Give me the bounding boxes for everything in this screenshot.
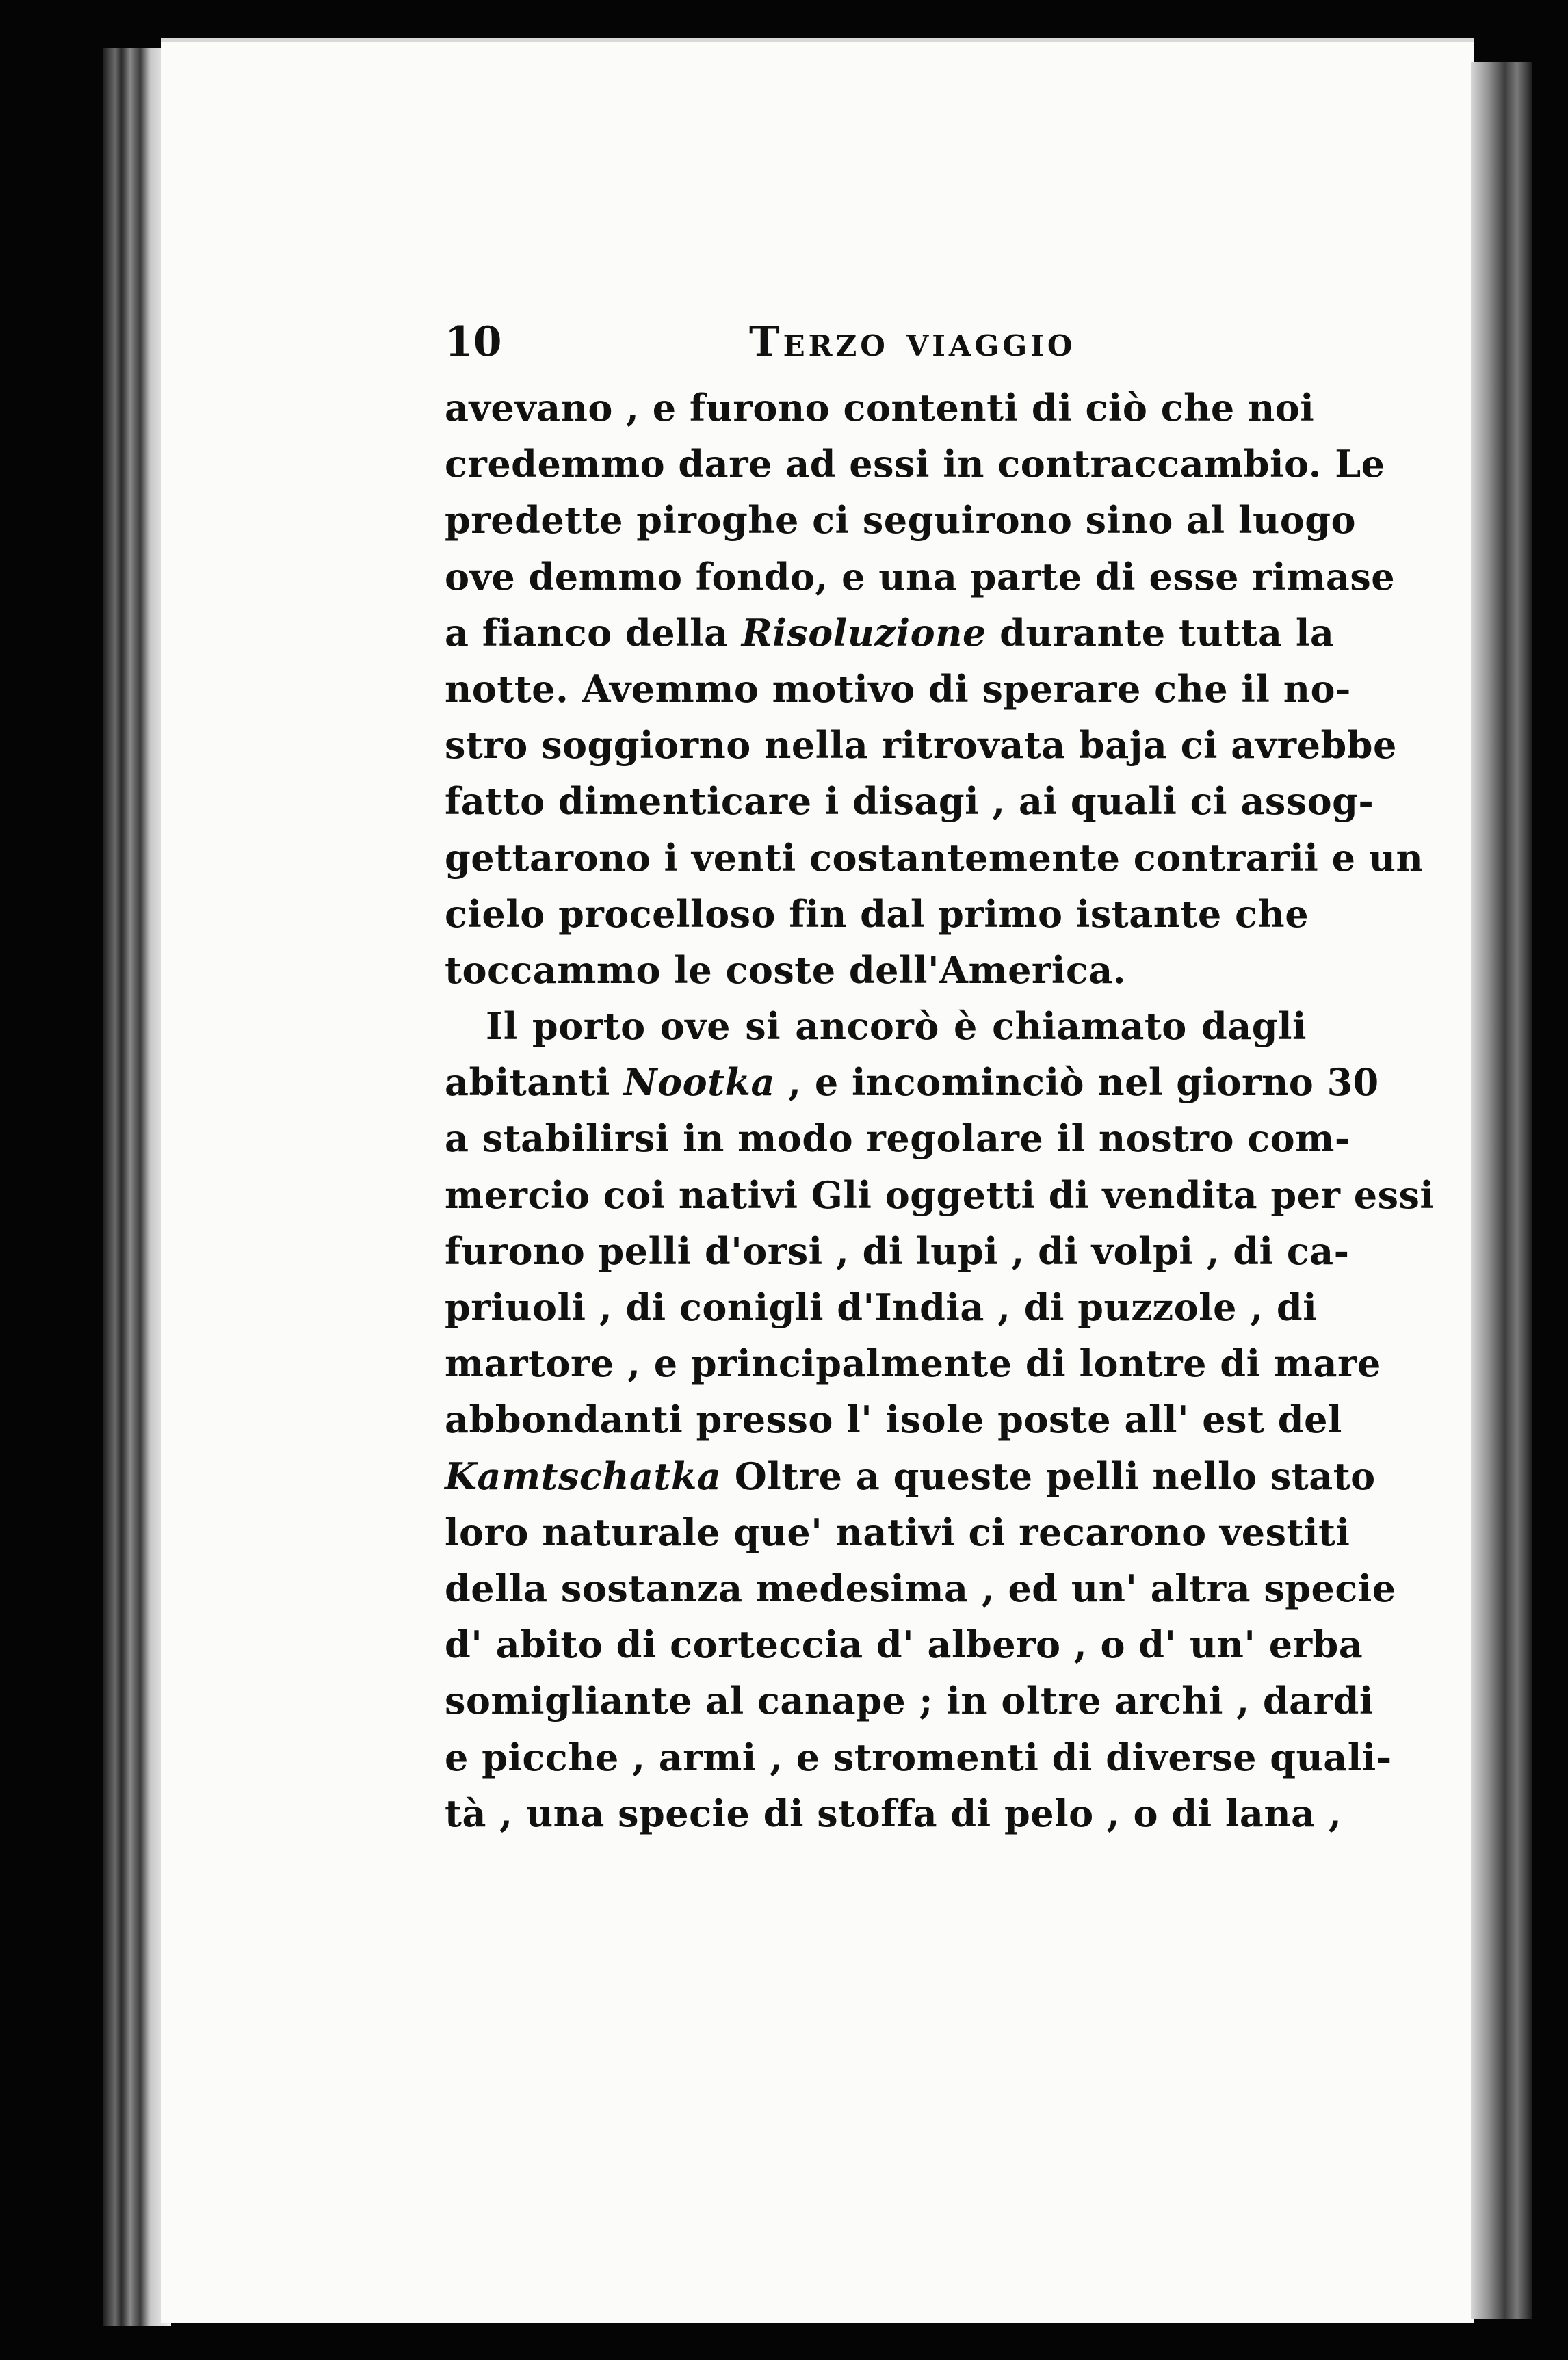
text-run: abbondanti presso l' isole poste all' est del [445,1398,1342,1442]
text-run: toccammo le coste dell'America. [445,947,1127,992]
text-line [445,1504,1350,1560]
text-run: priuoli , di conigli d'India , di puzzole , di [445,1285,1318,1329]
text-line [445,1785,1342,1841]
page-number: 10 [445,318,502,366]
text-run: e picche , armi , e stromenti di diverse quali- [445,1735,1392,1779]
text-line [445,1279,1318,1335]
text-run: gettarono i venti costantemente contrarii e un [445,835,1424,880]
text-run: fatto dimenticare i disagi , ai quali ci assog- [445,779,1374,824]
text-run: abitanti [445,1060,624,1105]
text-line [445,942,1307,998]
text-run: loro naturale que' nativi ci recarono vestiti [445,1510,1350,1554]
text-line [445,1391,1342,1447]
text-line [445,1110,1350,1166]
text-run: della sostanza medesima , ed un' altra specie [445,1566,1396,1610]
text-line [445,717,1397,773]
text-line [445,492,1357,548]
body-text [445,380,1435,1841]
italic-term: Risoluzione [741,610,986,655]
running-title: Terzo viaggio [749,318,1076,366]
text-run: mercio coi nativi Gli oggetti di vendita per essi [445,1172,1435,1217]
text-run: tà , una specie di stoffa di pelo , o di lana , [445,1791,1342,1835]
text-run: ove demmo fondo, e una parte di esse rimase [445,554,1396,599]
text-line [445,1616,1363,1673]
text-run: credemmo dare ad essi in contraccambio. Le [445,442,1385,486]
text-line [445,1335,1381,1391]
text-line [445,1054,1379,1110]
text-line [445,1167,1435,1223]
text-line [445,773,1374,829]
text-run: a fianco della [445,610,742,655]
text-run: stro soggiorno nella ritrovata baja ci avrebbe [445,723,1397,768]
text-run: notte. Avemmo motivo di sperare che il no- [445,666,1351,711]
text-run: cielo procelloso fin dal primo istante che [445,891,1309,936]
text-run: furono pelli d'orsi , di lupi , di volpi , di ca- [445,1229,1350,1273]
text-line [445,998,1307,1054]
italic-term: Nootka [623,1060,775,1105]
text-line [445,380,1315,436]
italic-term: Kamtschatka [445,1454,722,1498]
text-run: Oltre a queste pelli nello stato [721,1454,1376,1498]
text-run: d' abito di corteccia d' albero , o d' un' erba [445,1623,1363,1667]
text-run: Il porto ove si ancorò è chiamato dagli [486,1004,1307,1049]
text-run: predette piroghe ci seguirono sino al luogo [445,498,1357,542]
book-gutter-right [1471,62,1532,2319]
text-line [445,661,1351,717]
running-head [445,318,1334,380]
text-run: a stabilirsi in modo regolare il nostro com- [445,1116,1350,1161]
text-run: somigliante al canape ; in oltre archi , dardi [445,1679,1374,1723]
text-run: avevano , e furono contenti di ciò che noi [445,386,1315,430]
text-line [445,1729,1392,1785]
text-run: durante tutta la [986,610,1335,655]
text-line [445,1673,1374,1729]
text-line [445,549,1396,605]
text-line [445,1560,1396,1616]
text-line [445,1448,1376,1504]
text-run: , e incominciò nel giorno 30 [774,1060,1379,1105]
text-line [445,436,1385,492]
text-line [445,830,1424,886]
text-line [445,1223,1350,1279]
text-line [445,605,1335,661]
text-line [445,886,1307,942]
text-run: martore , e principalmente di lontre di mare [445,1341,1381,1386]
